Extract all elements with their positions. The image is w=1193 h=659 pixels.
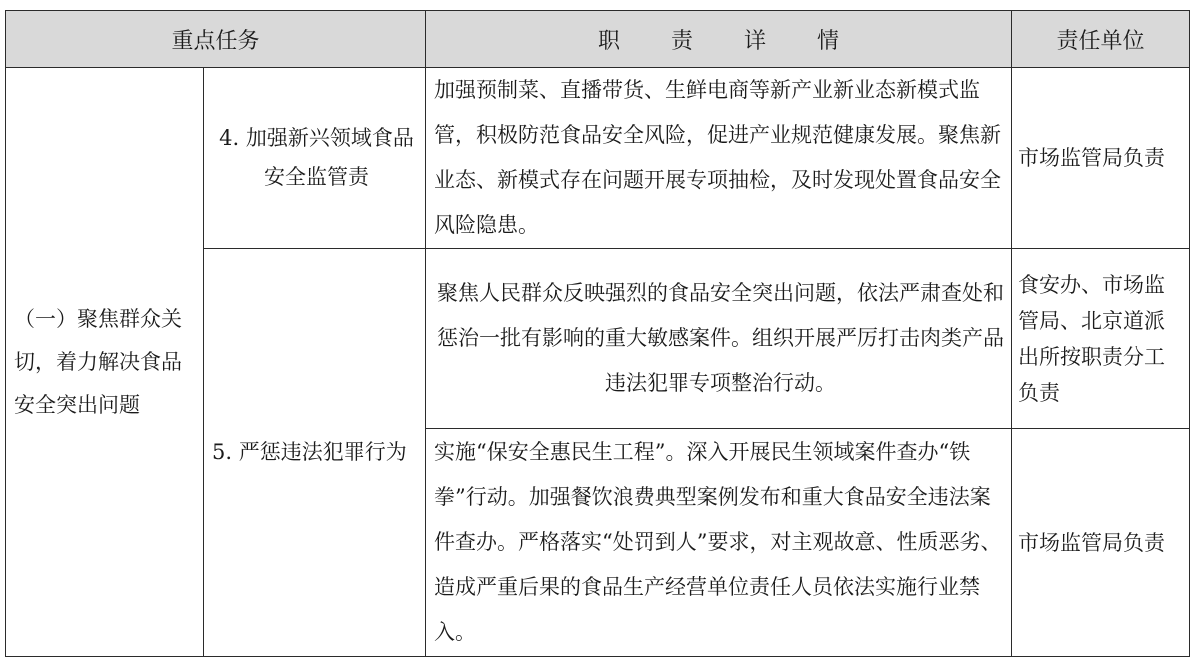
subtask-cell: 4. 加强新兴领域食品安全监管责 [204, 68, 426, 249]
header-unit: 责任单位 [1012, 11, 1190, 68]
detail-cell: 实施“保安全惠民生工程”。深入开展民生领域案件查办“铁拳”行动。加强餐饮浪费典型案例发布和重大食品安全违法案件查办。严格落实“处罚到人”要求，对主观故意、性质恶劣、造成严重后果的食品生产经营单位责任人员依法实施行业禁入。 [426, 429, 1012, 657]
unit-cell: 市场监管局负责 [1012, 68, 1190, 249]
header-detail [426, 11, 1012, 68]
detail-cell: 加强预制菜、直播带货、生鲜电商等新产业新业态新模式监管，积极防范食品安全风险，促进产业规范健康发展。聚焦新业态、新模式存在问题开展专项抽检，及时发现处置食品安全风险隐患。 [426, 68, 1012, 249]
header-key-task: 重点任务 [6, 11, 426, 68]
table-row [6, 68, 1190, 249]
unit-cell: 市场监管局负责 [1012, 429, 1190, 657]
unit-cell: 食安办、市场监管局、北京道派出所按职责分工负责 [1012, 249, 1190, 429]
header-row [6, 11, 1190, 68]
task-responsibility-table [5, 10, 1190, 657]
subtask-cell: 5. 严惩违法犯罪行为 [204, 249, 426, 657]
group-task-cell: （一）聚焦群众关切，着力解决食品安全突出问题 [6, 68, 204, 657]
header-detail-text: 职 责 详 情 [598, 28, 861, 54]
detail-cell: 聚焦人民群众反映强烈的食品安全突出问题，依法严肃查处和惩治一批有影响的重大敏感案件。组织开展严厉打击肉类产品违法犯罪专项整治行动。 [426, 249, 1012, 429]
